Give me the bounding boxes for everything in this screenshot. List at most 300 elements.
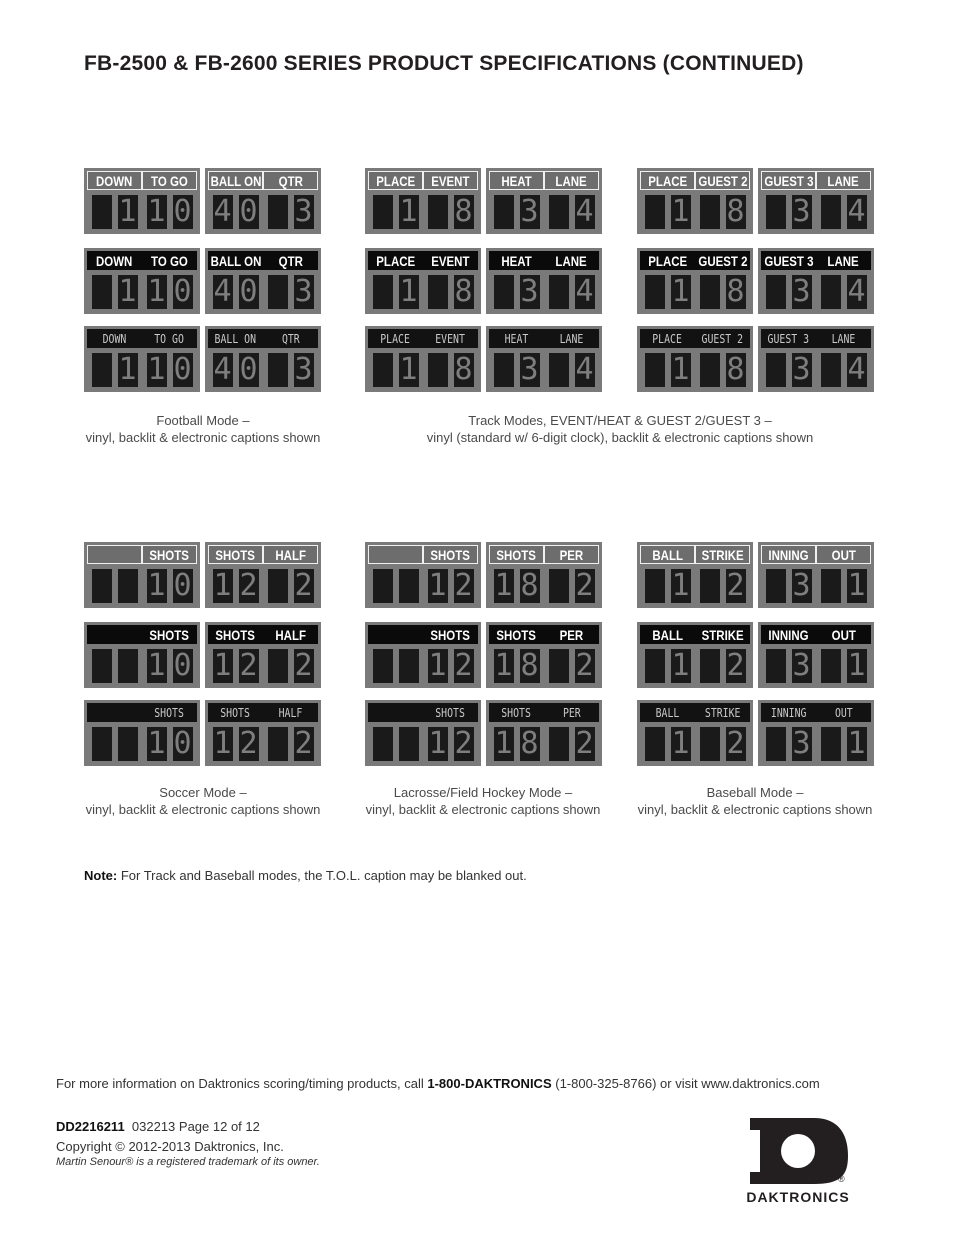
- caption-line: Baseball Mode –: [706, 785, 804, 800]
- digit: 2: [575, 727, 594, 761]
- digit: [428, 275, 448, 309]
- digit: 1: [428, 649, 447, 683]
- caption-line: vinyl, backlit & electronic captions shown: [365, 802, 601, 817]
- panel-caption: SHOTS: [142, 703, 197, 722]
- digit: 2: [294, 649, 313, 683]
- digit: [92, 275, 112, 309]
- panel-caption: PER: [544, 703, 599, 722]
- scoreboard-panel: [84, 248, 200, 314]
- scoreboard-panel: [637, 700, 753, 766]
- digit: [373, 195, 393, 229]
- digit-display: [87, 273, 197, 311]
- digit: 3: [294, 195, 313, 229]
- note: [84, 868, 527, 883]
- digit-display: [208, 351, 318, 389]
- digit-display: [640, 193, 750, 231]
- digit: 2: [726, 727, 745, 761]
- digit: 1: [147, 275, 166, 309]
- digit: [645, 727, 665, 761]
- digit: [821, 727, 841, 761]
- digit: 1: [428, 569, 447, 603]
- scoreboard-panel: [486, 168, 602, 234]
- digit-display: [640, 647, 750, 685]
- digit: 2: [454, 727, 473, 761]
- panel-caption: QTR: [263, 329, 318, 348]
- digit-display: [87, 351, 197, 389]
- digit-display: [489, 193, 599, 231]
- digit: 4: [575, 195, 594, 229]
- panel-caption: [87, 703, 142, 722]
- digit: [92, 649, 112, 683]
- caption-line: vinyl, backlit & electronic captions shown: [637, 802, 873, 817]
- scoreboard-panel: [637, 168, 753, 234]
- panel-caption: LANE: [816, 251, 871, 270]
- digit: [766, 569, 786, 603]
- digit: [92, 353, 112, 387]
- scoreboard-panel: [205, 622, 321, 688]
- digit: 1: [399, 353, 418, 387]
- panel-caption: HEAT: [489, 171, 544, 190]
- digit: 1: [399, 195, 418, 229]
- scoreboard-panel: [205, 542, 321, 608]
- digit: 1: [847, 569, 866, 603]
- scoreboard-panel: [486, 622, 602, 688]
- digit: 2: [239, 649, 258, 683]
- digit: 2: [726, 569, 745, 603]
- digit-display: [87, 725, 197, 763]
- digit: 1: [213, 569, 232, 603]
- digit: [766, 649, 786, 683]
- scoreboard-panel: [205, 700, 321, 766]
- panel-caption: INNING: [761, 703, 816, 722]
- digit: [268, 569, 288, 603]
- digit: [92, 727, 112, 761]
- scoreboard-panel: [365, 622, 481, 688]
- digit: [118, 569, 138, 603]
- panel-caption: LANE: [544, 329, 599, 348]
- digit: 3: [792, 649, 811, 683]
- panel-caption: [368, 625, 423, 644]
- digit-display: [208, 567, 318, 605]
- digit-display: [368, 351, 478, 389]
- digit: [549, 569, 569, 603]
- digit: [645, 649, 665, 683]
- panel-caption: GUEST 3: [761, 251, 816, 270]
- digit: 2: [575, 569, 594, 603]
- digit: 1: [494, 649, 513, 683]
- digit: 2: [239, 569, 258, 603]
- panel-caption: EVENT: [423, 251, 478, 270]
- digit: [494, 195, 514, 229]
- caption-line: Track Modes, EVENT/HEAT & GUEST 2/GUEST 3 –: [468, 413, 772, 428]
- digit: [766, 727, 786, 761]
- digit: [645, 353, 665, 387]
- digit-display: [208, 193, 318, 231]
- panel-caption: LANE: [816, 171, 871, 190]
- caption-line: Soccer Mode –: [159, 785, 247, 800]
- note-text: For Track and Baseball modes, the T.O.L. caption may be blanked out.: [120, 868, 527, 883]
- digit: [399, 569, 419, 603]
- scoreboard-panel: [637, 326, 753, 392]
- digit-display: [368, 647, 478, 685]
- panel-caption: SHOTS: [142, 545, 197, 564]
- scoreboard-panel: [205, 326, 321, 392]
- scoreboard-panel: [758, 700, 874, 766]
- scoreboard-panel: [365, 168, 481, 234]
- digit: 1: [671, 353, 690, 387]
- lacrosse-caption: [344, 784, 622, 818]
- digit: [268, 727, 288, 761]
- digit: [549, 727, 569, 761]
- registered-mark: ®: [838, 1174, 845, 1184]
- digit: 4: [847, 353, 866, 387]
- panel-caption: BALL ON: [208, 329, 263, 348]
- panel-caption: PLACE: [640, 329, 695, 348]
- digit: [766, 195, 786, 229]
- digit-display: [489, 273, 599, 311]
- digit: [645, 569, 665, 603]
- digit: 0: [173, 569, 192, 603]
- scoreboard-panel: [205, 168, 321, 234]
- digit: 4: [213, 195, 232, 229]
- panel-caption: STRIKE: [695, 545, 750, 564]
- digit: [700, 727, 720, 761]
- scoreboard-panel: [84, 542, 200, 608]
- digit: 0: [239, 195, 258, 229]
- scoreboard-panel: [637, 542, 753, 608]
- digit-display: [87, 567, 197, 605]
- digit-display: [761, 647, 871, 685]
- scoreboard-panel: [486, 542, 602, 608]
- scoreboard-panel: [365, 542, 481, 608]
- digit: 1: [118, 275, 137, 309]
- digit: 1: [428, 727, 447, 761]
- panel-caption: [368, 545, 423, 564]
- panel-caption: HEAT: [489, 251, 544, 270]
- digit: 1: [213, 727, 232, 761]
- digit-display: [368, 567, 478, 605]
- digit: 0: [173, 649, 192, 683]
- digit: [399, 649, 419, 683]
- digit: [92, 195, 112, 229]
- digit: [700, 569, 720, 603]
- digit: 4: [847, 195, 866, 229]
- contact-prefix: For more information on Daktronics scoring/timing products, call: [56, 1076, 428, 1091]
- scoreboard-panel: [758, 542, 874, 608]
- panel-caption: PLACE: [640, 171, 695, 190]
- digit: [549, 649, 569, 683]
- digit: [700, 195, 720, 229]
- digit: [821, 275, 841, 309]
- panel-caption: LANE: [544, 171, 599, 190]
- digit-display: [761, 273, 871, 311]
- digit-display: [640, 725, 750, 763]
- digit-display: [208, 725, 318, 763]
- digit: 2: [726, 649, 745, 683]
- caption-line: Football Mode –: [156, 413, 250, 428]
- digit: 8: [454, 353, 473, 387]
- panel-caption: STRIKE: [695, 625, 750, 644]
- contact-info: [56, 1076, 820, 1091]
- digit-display: [761, 351, 871, 389]
- digit: 2: [454, 569, 473, 603]
- digit: 0: [173, 727, 192, 761]
- panel-caption: SHOTS: [142, 625, 197, 644]
- trademark-notice: Martin Senour® is a registered trademark of its owner.: [56, 1156, 320, 1168]
- digit: [821, 195, 841, 229]
- panel-caption: PLACE: [368, 251, 423, 270]
- digit: [118, 727, 138, 761]
- digit: 3: [792, 353, 811, 387]
- digit: [700, 649, 720, 683]
- digit: 8: [454, 275, 473, 309]
- digit-display: [761, 725, 871, 763]
- panel-caption: LANE: [544, 251, 599, 270]
- panel-caption: TO GO: [142, 251, 197, 270]
- panel-caption: SHOTS: [489, 703, 544, 722]
- digit: [268, 195, 288, 229]
- panel-caption: SHOTS: [423, 625, 478, 644]
- panel-caption: GUEST 3: [761, 329, 816, 348]
- panel-caption: SHOTS: [489, 625, 544, 644]
- contact-suffix: (1-800-325-8766) or visit www.daktronics.com: [551, 1076, 820, 1091]
- digit: 0: [173, 353, 192, 387]
- panel-caption: INNING: [761, 625, 816, 644]
- digit: [373, 275, 393, 309]
- panel-caption: INNING: [761, 545, 816, 564]
- digit-display: [489, 647, 599, 685]
- digit: 0: [239, 353, 258, 387]
- digit: 2: [294, 727, 313, 761]
- caption-line: vinyl (standard w/ 6-digit clock), backlit & electronic captions shown: [426, 430, 814, 445]
- panel-caption: PER: [544, 625, 599, 644]
- digit: [645, 275, 665, 309]
- digit: 1: [671, 195, 690, 229]
- digit: 3: [792, 275, 811, 309]
- digit: [428, 353, 448, 387]
- scoreboard-panel: [365, 248, 481, 314]
- digit: [700, 275, 720, 309]
- digit-display: [208, 273, 318, 311]
- caption-line: vinyl, backlit & electronic captions shown: [85, 430, 321, 445]
- digit: 4: [213, 275, 232, 309]
- digit: 0: [173, 275, 192, 309]
- football-caption: [64, 412, 342, 446]
- scoreboard-panel: [486, 326, 602, 392]
- digit: 8: [726, 195, 745, 229]
- scoreboard-panel: [758, 248, 874, 314]
- digit: [700, 353, 720, 387]
- panel-caption: PLACE: [640, 251, 695, 270]
- digit: 1: [671, 727, 690, 761]
- digit: 8: [520, 649, 539, 683]
- panel-caption: HALF: [263, 703, 318, 722]
- panel-caption: HALF: [263, 545, 318, 564]
- digit-display: [368, 273, 478, 311]
- note-label: Note:: [84, 868, 118, 883]
- panel-caption: DOWN: [87, 329, 142, 348]
- digit: 1: [147, 569, 166, 603]
- daktronics-wordmark: DAKTRONICS: [746, 1189, 850, 1205]
- digit: 1: [671, 275, 690, 309]
- panel-caption: BALL: [640, 625, 695, 644]
- digit: 2: [294, 569, 313, 603]
- digit: [766, 353, 786, 387]
- panel-caption: GUEST 2: [695, 329, 750, 348]
- panel-caption: QTR: [263, 251, 318, 270]
- digit: 8: [520, 727, 539, 761]
- scoreboard-panel: [365, 700, 481, 766]
- scoreboard-panel: [486, 700, 602, 766]
- digit: 4: [575, 353, 594, 387]
- digit: 1: [147, 649, 166, 683]
- digit: 3: [294, 353, 313, 387]
- digit: [821, 569, 841, 603]
- digit: [428, 195, 448, 229]
- digit: [373, 569, 393, 603]
- panel-caption: BALL: [640, 703, 695, 722]
- digit: [92, 569, 112, 603]
- document-id: [56, 1119, 260, 1134]
- scoreboard-panel: [758, 622, 874, 688]
- digit: 3: [294, 275, 313, 309]
- digit: 1: [118, 195, 137, 229]
- digit-display: [489, 725, 599, 763]
- scoreboard-panel: [84, 700, 200, 766]
- scoreboard-panel: [758, 168, 874, 234]
- panel-caption: HEAT: [489, 329, 544, 348]
- panel-caption: SHOTS: [423, 703, 478, 722]
- digit-display: [368, 193, 478, 231]
- panel-caption: GUEST 3: [761, 171, 816, 190]
- panel-caption: PLACE: [368, 329, 423, 348]
- digit-display: [640, 273, 750, 311]
- panel-caption: EVENT: [423, 171, 478, 190]
- digit-display: [87, 193, 197, 231]
- panel-caption: PLACE: [368, 171, 423, 190]
- digit-display: [489, 567, 599, 605]
- digit-display: [368, 725, 478, 763]
- scoreboard-panel: [486, 248, 602, 314]
- digit: 8: [726, 275, 745, 309]
- digit-display: [761, 193, 871, 231]
- panel-caption: HALF: [263, 625, 318, 644]
- digit: [549, 275, 569, 309]
- digit: 8: [520, 569, 539, 603]
- panel-caption: BALL ON: [208, 251, 263, 270]
- scoreboard-panel: [637, 248, 753, 314]
- digit: 3: [520, 195, 539, 229]
- digit-display: [489, 351, 599, 389]
- digit: 8: [454, 195, 473, 229]
- panel-caption: [368, 703, 423, 722]
- digit: [268, 649, 288, 683]
- panel-caption: [87, 545, 142, 564]
- panel-caption: DOWN: [87, 171, 142, 190]
- copyright: Copyright © 2012-2013 Daktronics, Inc.: [56, 1139, 284, 1154]
- phone-number: 1-800-DAKTRONICS: [427, 1076, 552, 1091]
- digit: [494, 353, 514, 387]
- digit: 1: [147, 353, 166, 387]
- digit: 0: [239, 275, 258, 309]
- caption-line: Lacrosse/Field Hockey Mode –: [393, 785, 573, 800]
- panel-caption: SHOTS: [208, 545, 263, 564]
- soccer-caption: [64, 784, 342, 818]
- panel-caption: SHOTS: [208, 703, 263, 722]
- digit: 1: [399, 275, 418, 309]
- digit: 4: [575, 275, 594, 309]
- digit: [373, 649, 393, 683]
- scoreboard-panel: [84, 168, 200, 234]
- digit: [821, 649, 841, 683]
- digit: 1: [671, 569, 690, 603]
- digit: 1: [671, 649, 690, 683]
- doc-number: DD2216211: [56, 1119, 125, 1134]
- track-caption: [400, 412, 840, 446]
- digit: 3: [792, 569, 811, 603]
- digit: 1: [118, 353, 137, 387]
- digit: 1: [494, 727, 513, 761]
- digit: 3: [792, 727, 811, 761]
- panel-caption: BALL ON: [208, 171, 263, 190]
- digit: 1: [147, 195, 166, 229]
- digit: 0: [173, 195, 192, 229]
- doc-page: 032213 Page 12 of 12: [131, 1119, 260, 1134]
- digit: [118, 649, 138, 683]
- panel-caption: OUT: [816, 625, 871, 644]
- panel-caption: BALL: [640, 545, 695, 564]
- baseball-caption: [616, 784, 894, 818]
- digit: 2: [575, 649, 594, 683]
- digit: [645, 195, 665, 229]
- panel-caption: TO GO: [142, 171, 197, 190]
- digit: [821, 353, 841, 387]
- panel-caption: GUEST 2: [695, 171, 750, 190]
- scoreboard-panel: [758, 326, 874, 392]
- digit: 8: [726, 353, 745, 387]
- caption-line: vinyl, backlit & electronic captions shown: [85, 802, 321, 817]
- scoreboard-panel: [205, 248, 321, 314]
- digit: 1: [494, 569, 513, 603]
- digit: 1: [213, 649, 232, 683]
- panel-caption: LANE: [816, 329, 871, 348]
- digit: 3: [520, 275, 539, 309]
- digit: 3: [520, 353, 539, 387]
- digit: 3: [792, 195, 811, 229]
- panel-caption: OUT: [816, 703, 871, 722]
- digit: 1: [147, 727, 166, 761]
- digit-display: [208, 647, 318, 685]
- scoreboard-panel: [637, 622, 753, 688]
- scoreboard-panel: [84, 622, 200, 688]
- digit: [373, 353, 393, 387]
- panel-caption: SHOTS: [208, 625, 263, 644]
- digit: [549, 353, 569, 387]
- panel-caption: EVENT: [423, 329, 478, 348]
- digit-display: [640, 351, 750, 389]
- scoreboard-panel: [365, 326, 481, 392]
- panel-caption: [87, 625, 142, 644]
- panel-caption: SHOTS: [489, 545, 544, 564]
- digit-display: [761, 567, 871, 605]
- digit: [399, 727, 419, 761]
- panel-caption: PER: [544, 545, 599, 564]
- panel-caption: OUT: [816, 545, 871, 564]
- digit: [494, 275, 514, 309]
- page-title: FB-2500 & FB-2600 SERIES PRODUCT SPECIFICATIONS (CONTINUED): [84, 52, 804, 75]
- digit: [373, 727, 393, 761]
- digit: [268, 353, 288, 387]
